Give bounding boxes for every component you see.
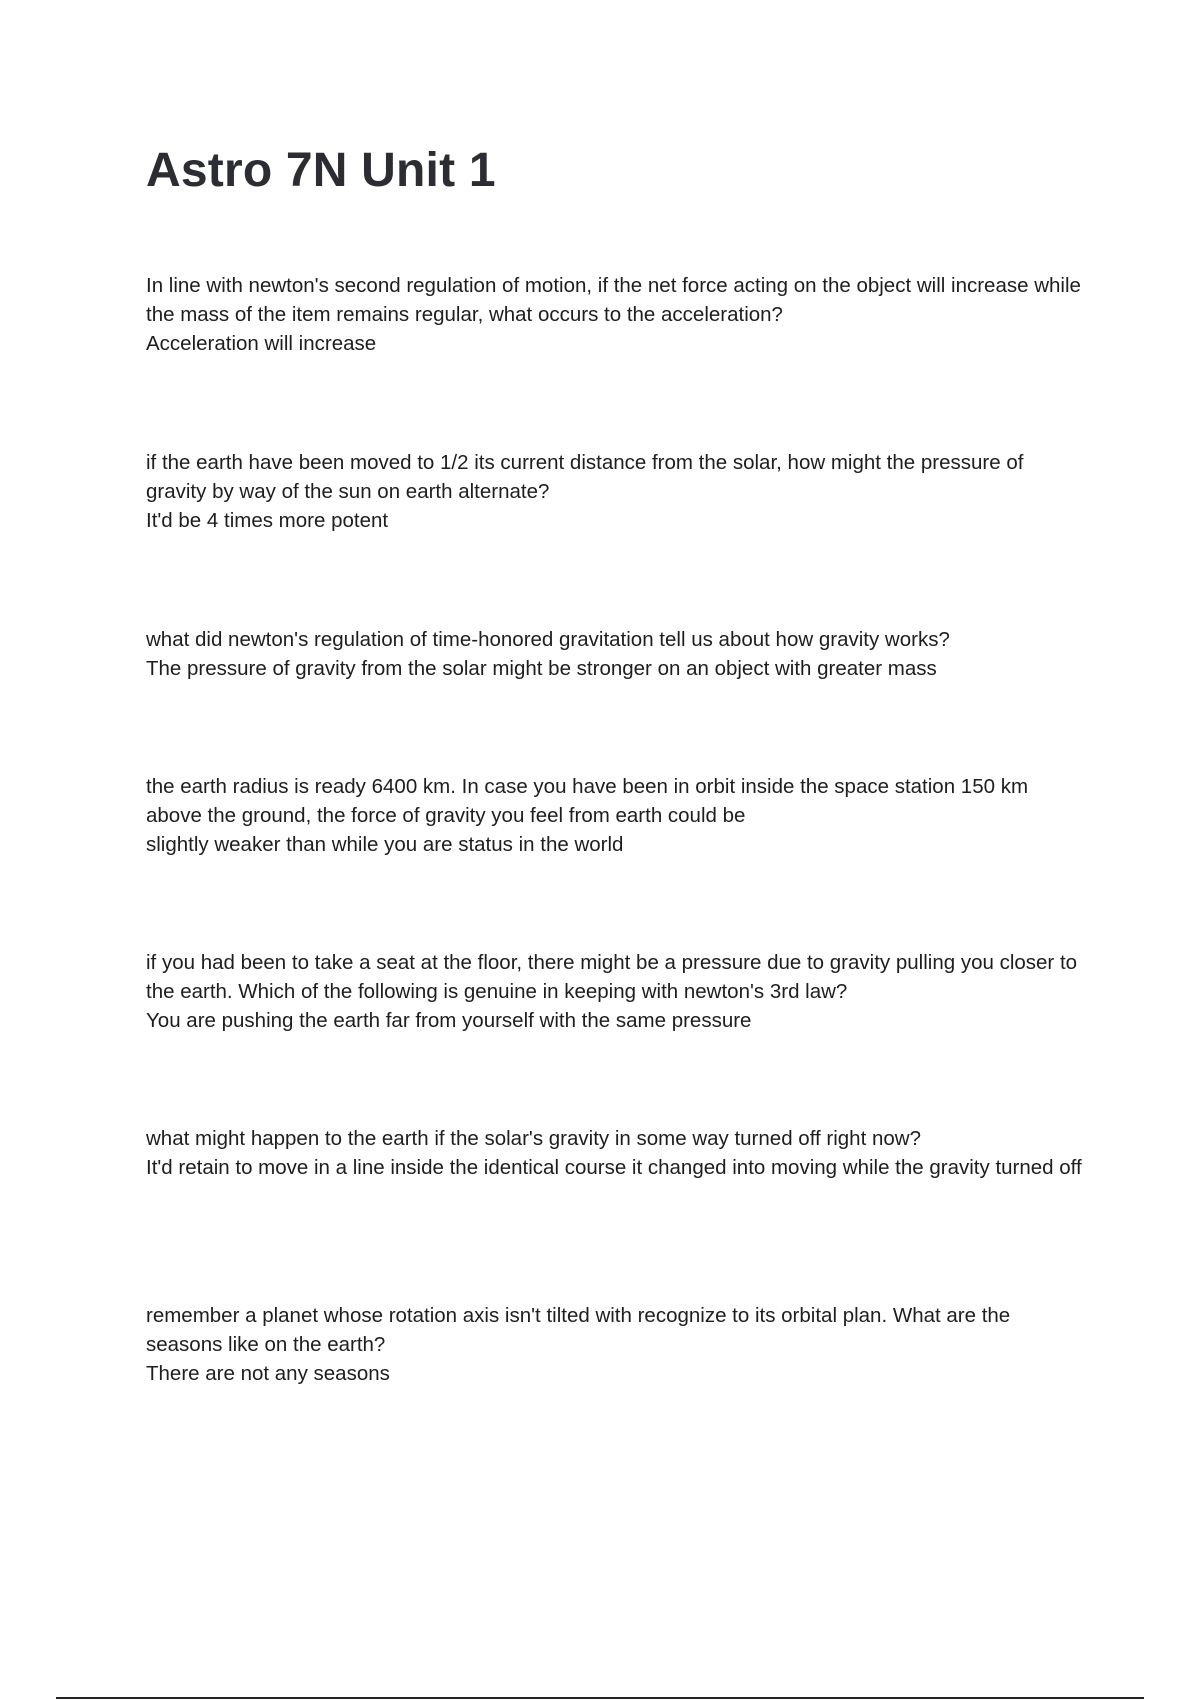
qa-item-5 [146, 948, 1086, 1035]
qa-item-1 [146, 271, 1086, 358]
footer-divider [56, 1697, 1144, 1699]
answer-text: It'd retain to move in a line inside the identical course it changed into moving while the gravity turned off [146, 1156, 1082, 1179]
qa-item-2 [146, 448, 1086, 535]
answer-text: There are not any seasons [146, 1362, 390, 1385]
question-text: In line with newton's second regulation of motion, if the net force acting on the object will increase while the mass of the item remains regular, what occurs to the acceleration? [146, 274, 1081, 326]
answer-text: It'd be 4 times more potent [146, 509, 389, 532]
answer-text: The pressure of gravity from the solar might be stronger on an object with greater mass [146, 657, 937, 680]
question-text: the earth radius is ready 6400 km. In case you have been in orbit inside the space station 150 km above the ground, the force of gravity you feel from earth could be [146, 775, 1029, 827]
question-text: what did newton's regulation of time-honored gravitation tell us about how gravity works? [146, 628, 950, 651]
qa-item-6 [146, 1124, 1086, 1182]
qa-item-3 [146, 625, 1086, 683]
question-text: what might happen to the earth if the solar's gravity in some way turned off right now? [146, 1127, 921, 1150]
question-text: if you had been to take a seat at the floor, there might be a pressure due to gravity pulling you closer to the earth. Which of the following is genuine in keeping with newton's 3rd law? [146, 951, 1078, 1003]
question-text: if the earth have been moved to 1/2 its current distance from the solar, how might the pressure of gravity by way of the sun on earth alternate? [146, 451, 1024, 503]
qa-item-4 [146, 772, 1086, 859]
answer-text: Acceleration will increase [146, 332, 377, 355]
answer-text: You are pushing the earth far from yourself with the same pressure [146, 1009, 752, 1032]
question-text: remember a planet whose rotation axis isn't tilted with recognize to its orbital plan. What are the seasons like on the earth? [146, 1304, 1011, 1356]
page-title: Astro 7N Unit 1 [146, 144, 496, 197]
answer-text: slightly weaker than while you are status in the world [146, 833, 624, 856]
qa-item-7 [146, 1301, 1086, 1388]
